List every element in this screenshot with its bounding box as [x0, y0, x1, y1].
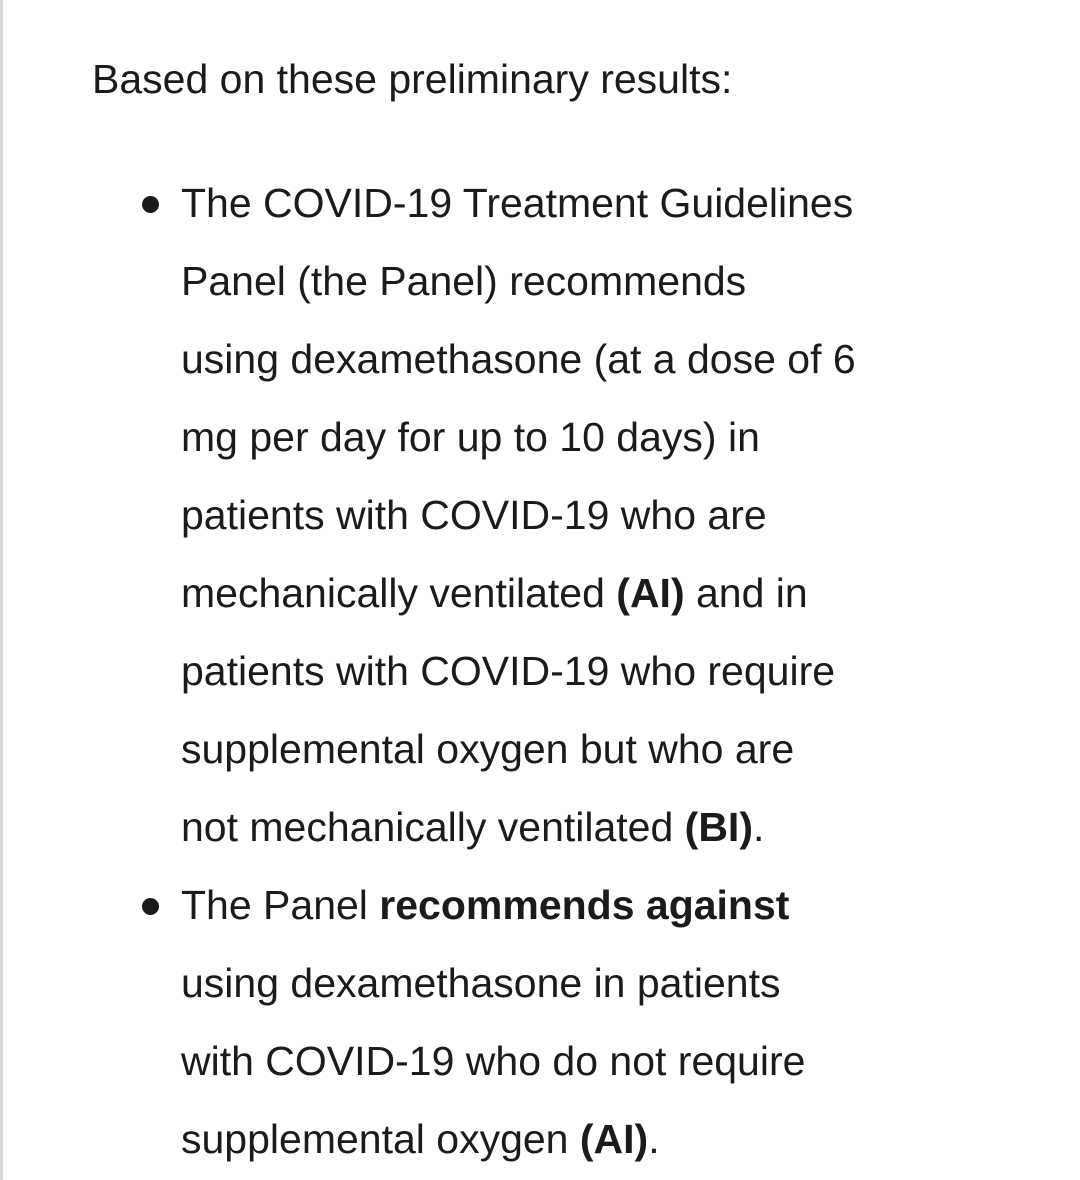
- text-line: [181, 164, 1001, 242]
- text-run: using dexamethasone (at a dose of 6: [181, 336, 856, 382]
- text-run: mechanically ventilated: [181, 570, 617, 616]
- text-line: [181, 476, 1001, 554]
- text-line: [181, 944, 1001, 1022]
- text-line: [181, 398, 1001, 476]
- bullet-icon: [142, 196, 159, 213]
- text-run: mg per day for up to 10 days) in: [181, 414, 760, 460]
- text-line: [181, 320, 1001, 398]
- text-run: .: [648, 1116, 660, 1162]
- text-line: [181, 866, 1001, 944]
- text-run: and in: [684, 570, 808, 616]
- text-run: .: [752, 804, 765, 850]
- text-run: not mechanically ventilated: [181, 804, 685, 850]
- bullet-icon: [142, 898, 159, 915]
- recommendation-item: [92, 866, 1001, 1178]
- text-run: The COVID-19 Treatment Guidelines: [181, 180, 854, 226]
- text-run: patients with COVID-19 who are: [181, 492, 767, 538]
- text-run: The Panel: [181, 882, 380, 928]
- text-line: [181, 242, 1001, 320]
- text-line: [181, 1022, 1001, 1100]
- text-line: [181, 710, 1001, 788]
- text-run: using dexamethasone in patients: [181, 960, 781, 1006]
- text-run: with COVID-19 who do not require: [181, 1038, 806, 1084]
- evidence-rating: (AI): [616, 570, 685, 616]
- text-line: [181, 632, 1001, 710]
- text-run: patients with COVID-19 who require: [181, 648, 836, 694]
- article-content: [92, 44, 1052, 1178]
- recommendation-item: [92, 164, 1001, 866]
- text-run: Panel (the Panel) recommends: [181, 258, 747, 304]
- evidence-rating: (BI): [684, 804, 753, 850]
- emphasis-text: recommends against: [379, 882, 790, 928]
- evidence-rating: (AI): [579, 1116, 649, 1162]
- text-run: supplemental oxygen: [181, 1116, 580, 1162]
- left-border: [0, 0, 3, 1180]
- text-line: [181, 788, 1001, 866]
- text-line: [181, 554, 1001, 632]
- intro-paragraph: Based on these preliminary results:: [92, 56, 733, 102]
- text-line: [181, 1100, 1001, 1178]
- text-run: supplemental oxygen but who are: [181, 726, 795, 772]
- recommendation-list: [92, 164, 1052, 1178]
